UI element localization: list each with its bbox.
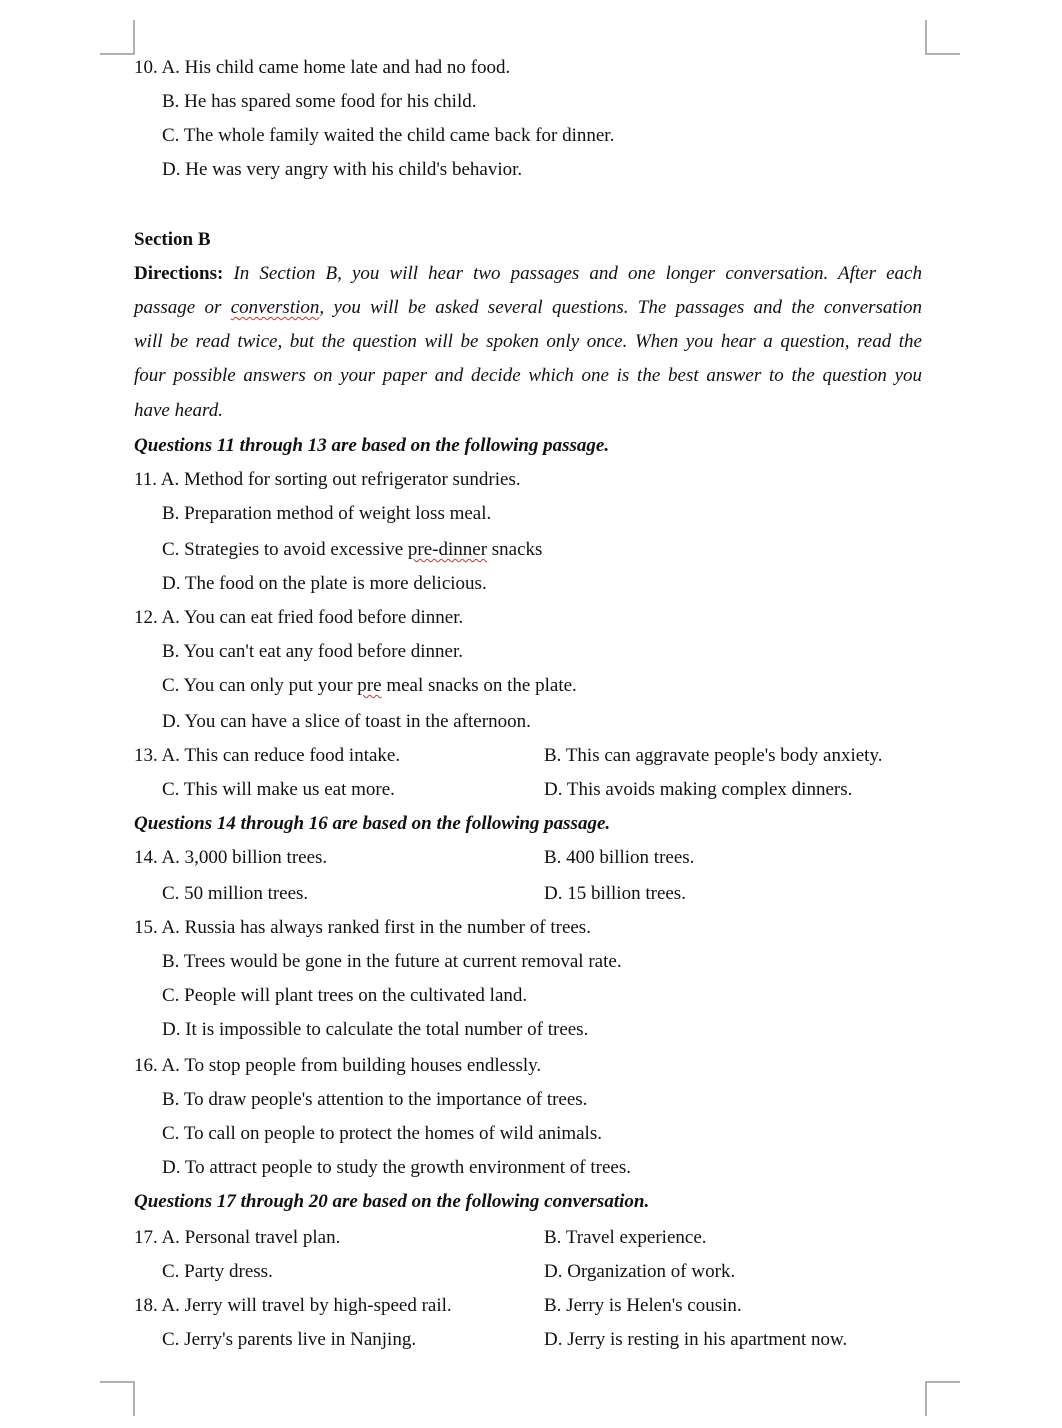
corner-mark-top-right — [922, 18, 962, 58]
option-13a: 13. A. This can reduce food intake. — [134, 745, 401, 766]
option-10b: B. He has spared some food for his child. — [162, 91, 477, 112]
option-12d: D. You can have a slice of toast in the afternoon. — [162, 711, 531, 732]
option-18d: D. Jerry is resting in his apartment now. — [544, 1329, 848, 1350]
directions-line-3: will be read twice, but the question will be spoken only once. When you hear a question, read the — [134, 331, 922, 352]
option-11d: D. The food on the plate is more delicious. — [162, 573, 487, 594]
group-heading-17-20: Questions 17 through 20 are based on the following conversation. — [134, 1191, 650, 1212]
option-17b: B. Travel experience. — [544, 1227, 707, 1248]
directions-text-1: In Section B, you will hear two passages and one longer conversation. After each — [233, 263, 922, 284]
option-17c: C. Party dress. — [162, 1261, 273, 1282]
corner-mark-bottom-right — [922, 1378, 962, 1418]
option-14b: B. 400 billion trees. — [544, 847, 695, 868]
option-12c — [162, 674, 577, 698]
corner-mark-bottom-left — [98, 1378, 138, 1418]
directions-line-1 — [134, 262, 922, 286]
option-16b: B. To draw people's attention to the importance of trees. — [162, 1089, 588, 1110]
option-11c-flagged-word: pre-dinner — [407, 539, 488, 560]
option-12c-flagged-word: pre — [357, 675, 382, 696]
option-15b: B. Trees would be gone in the future at current removal rate. — [162, 951, 622, 972]
misspelled-word: converstion — [230, 297, 320, 318]
option-14a: 14. A. 3,000 billion trees. — [134, 847, 328, 868]
option-11c — [162, 538, 542, 562]
option-13d: D. This avoids making complex dinners. — [544, 779, 853, 800]
option-16d: D. To attract people to study the growth environment of trees. — [162, 1157, 631, 1178]
directions-text-2a: passage or — [134, 297, 231, 318]
option-14d: D. 15 billion trees. — [544, 883, 686, 904]
corner-mark-top-left — [98, 18, 138, 58]
option-18b: B. Jerry is Helen's cousin. — [544, 1295, 742, 1316]
option-15a: 15. A. Russia has always ranked first in the number of trees. — [134, 917, 591, 938]
option-15d: D. It is impossible to calculate the total number of trees. — [162, 1019, 589, 1040]
option-18a: 18. A. Jerry will travel by high-speed rail. — [134, 1295, 452, 1316]
option-10a: 10. A. His child came home late and had no food. — [134, 57, 511, 78]
option-15c: C. People will plant trees on the cultivated land. — [162, 985, 528, 1006]
option-14c: C. 50 million trees. — [162, 883, 309, 904]
option-12a: 12. A. You can eat fried food before dinner. — [134, 607, 464, 628]
option-13b: B. This can aggravate people's body anxiety. — [544, 745, 883, 766]
option-11c-text-a: C. Strategies to avoid excessive — [162, 539, 408, 560]
option-16c: C. To call on people to protect the homes of wild animals. — [162, 1123, 602, 1144]
option-11c-text-b: snacks — [487, 539, 543, 560]
option-13c: C. This will make us eat more. — [162, 779, 395, 800]
directions-text-2b: , you will be asked several questions. The passages and the conversation — [319, 297, 922, 318]
group-heading-11-13: Questions 11 through 13 are based on the following passage. — [134, 435, 610, 456]
option-12c-text-b: meal snacks on the plate. — [381, 675, 577, 696]
option-11b: B. Preparation method of weight loss meal. — [162, 503, 492, 524]
directions-label: Directions: — [134, 263, 224, 284]
option-18c: C. Jerry's parents live in Nanjing. — [162, 1329, 417, 1350]
directions-line-4: four possible answers on your paper and decide which one is the best answer to the question you — [134, 365, 922, 386]
option-12b: B. You can't eat any food before dinner. — [162, 641, 464, 662]
section-title: Section B — [134, 229, 211, 250]
option-17d: D. Organization of work. — [544, 1261, 736, 1282]
option-10d: D. He was very angry with his child's behavior. — [162, 159, 523, 180]
group-heading-14-16: Questions 14 through 16 are based on the following passage. — [134, 813, 611, 834]
option-16a: 16. A. To stop people from building houses endlessly. — [134, 1055, 542, 1076]
option-12c-text-a: C. You can only put your — [162, 675, 358, 696]
directions-line-5: have heard. — [134, 400, 223, 421]
option-11a: 11. A. Method for sorting out refrigerator sundries. — [134, 469, 521, 490]
option-17a: 17. A. Personal travel plan. — [134, 1227, 341, 1248]
directions-line-2 — [134, 296, 922, 320]
option-10c: C. The whole family waited the child came back for dinner. — [162, 125, 615, 146]
